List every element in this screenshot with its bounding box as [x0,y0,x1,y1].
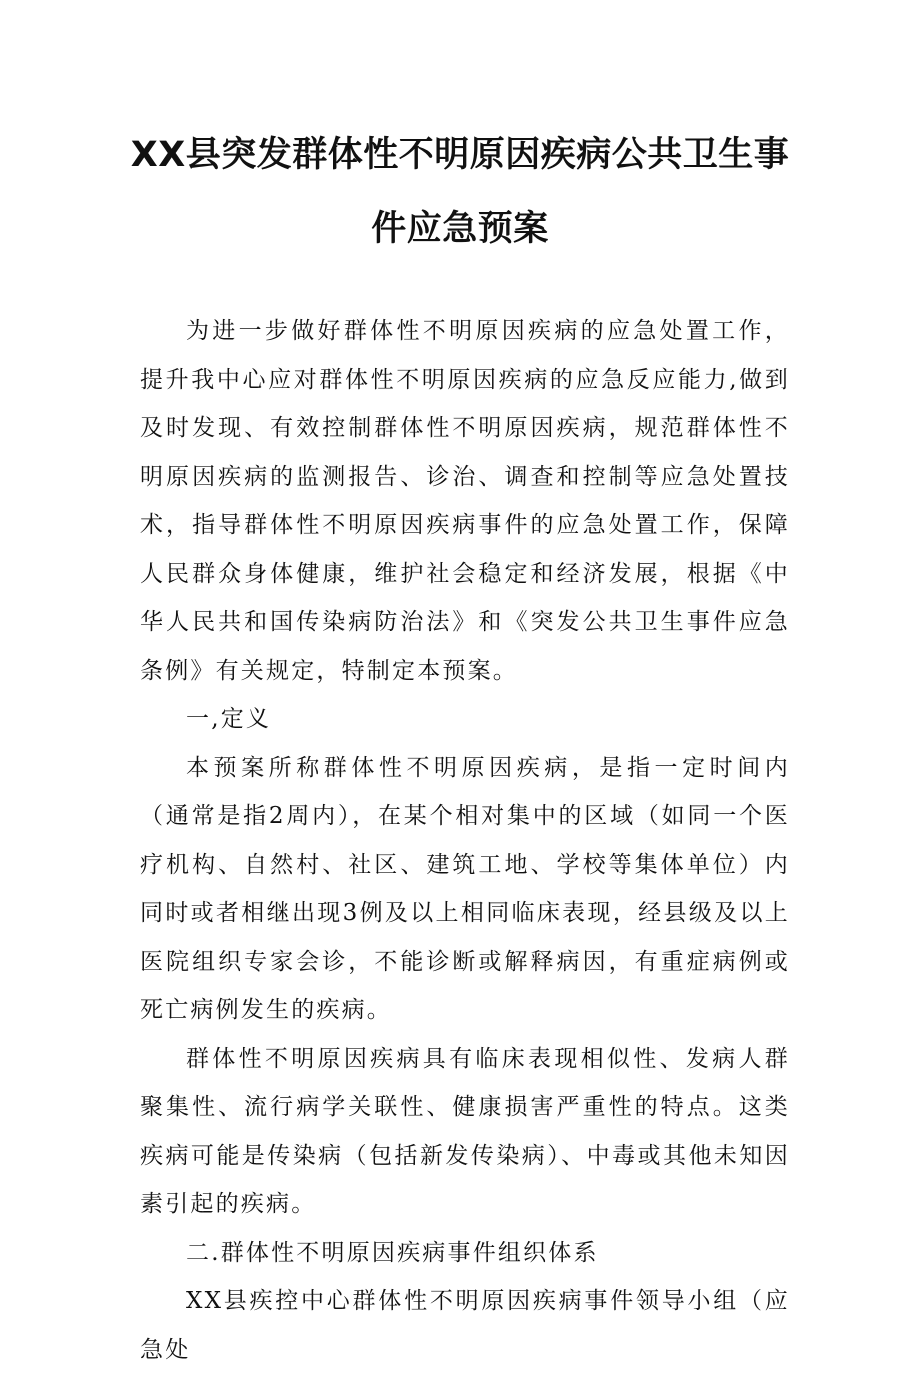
characteristics-paragraph: 群体性不明原因疾病具有临床表现相似性、发病人群聚集性、流行病学关联性、健康损害严重性的特点。这类疾病可能是传染病（包括新发传染病）、中毒或其他未知因素引起的疾病。 [140,1045,790,1217]
intro-paragraph: 为进一步做好群体性不明原因疾病的应急处置工作，提升我中心应对群体性不明原因疾病的应急反应能力,做到及时发现、有效控制群体性不明原因疾病，规范群体性不明原因疾病的监测报告、诊治、调查和控制等应急处置技术，指导群体性不明原因疾病事件的应急处置工作，保障人民群众身体健康，维护社会稳定和经济发展，根据《中华人民共和国传染病防治法》和《突发公共卫生事件应急条例》有关规定，特制定本预案。 [140,318,790,684]
section-1-heading: 一,定义 [186,706,272,732]
definition-paragraph: 本预案所称群体性不明原因疾病，是指一定时间内（通常是指2周内），在某个相对集中的区域（如同一个医疗机构、自然村、社区、建筑工地、学校等集体单位）内同时或者相继出现3例及以上相同临床表现，经县级及以上医院组织专家会诊，不能诊断或解释病因，有重症病例或死亡病例发生的疾病。 [140,754,790,1023]
document-body [140,307,790,1374]
document-title-line-1: XX县突发群体性不明原因疾病公共卫生事 [130,135,790,175]
organization-paragraph: XX县疾控中心群体性不明原因疾病事件领导小组（应急处 [140,1288,790,1363]
document-title-line-2: 件应急预案 [371,209,549,249]
section-2-heading: 二.群体性不明原因疾病事件组织体系 [186,1239,599,1266]
